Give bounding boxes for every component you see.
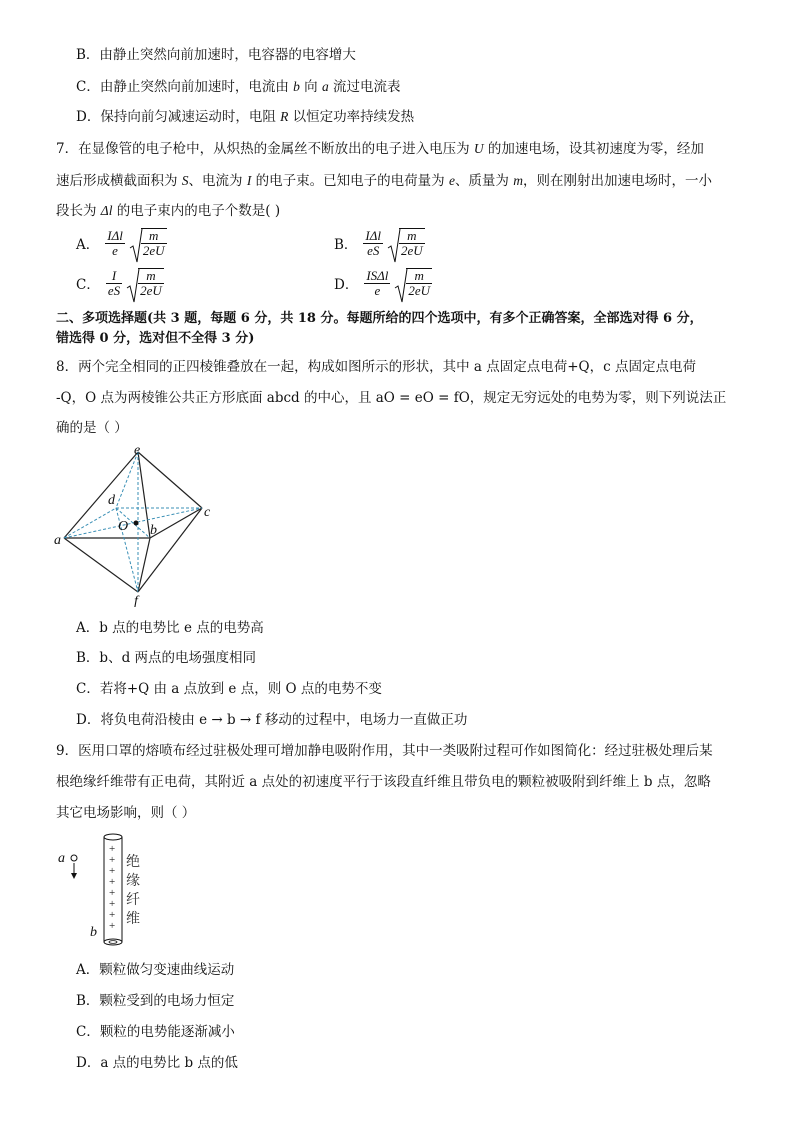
q9-stem-line1: 9．医用口罩的熔喷布经过驻极处理可增加静电吸附作用，其中一类吸附过程可作如图简化：经过驻极处理后某 [56,743,713,759]
section-heading-line2: 错选得 0 分，选对但不全得 3 分) [56,331,255,346]
option-label: B． [76,993,100,1009]
var: I [246,173,252,188]
option-label: B． [334,237,358,253]
numerator: I [106,269,122,284]
fiber-bottom [104,939,122,945]
option-text: 将负电荷沿棱由 e → b → f 移动的过程中，电场力一直做正功 [100,712,468,728]
plus-sign: + [109,920,116,932]
denominator: e [374,282,381,298]
plus-sign: + [109,898,116,910]
option-label: C． [76,79,100,95]
q7-option-c [76,268,164,298]
bipyramid-figure [50,442,220,607]
label-O: O [118,519,129,534]
q8-stem-line2: -Q，O 点为两棱锥公共正方形底面 abcd 的中心，且 aO = eO = fO，规定无穷远处的电势为零，则下列说法正 [56,390,727,406]
denominator: eS [367,242,380,258]
option-label: B． [76,47,100,63]
option-label: B． [76,650,100,666]
option-label: C． [76,1024,100,1040]
hidden-edge-ed [116,452,138,508]
denominator: 2eU [408,283,431,298]
label-d: d [108,493,115,508]
plus-sign: + [109,865,116,877]
numerator: m [141,229,167,244]
stem-text: 的电子束内的电子个数是( ) [112,203,281,219]
stem-text: 的加速电场，设其初速度为零，经加 [483,141,704,157]
particle-icon [71,855,77,861]
edge-eb [138,452,150,538]
option-label: A． [76,962,100,978]
radical-sign-icon [394,268,408,304]
option-label: D． [76,1055,101,1071]
q9-option-d [76,1054,238,1072]
label-b: b [150,523,157,538]
arrow-head-icon [71,873,77,879]
stem-text: 、质量为 [454,173,514,189]
q8-option-d [76,711,467,729]
edge-ec [138,452,202,508]
option-label: A． [76,620,100,636]
radical-sign-icon [126,268,140,304]
fiber-figure [56,830,166,952]
label-a: a [54,533,61,548]
fraction [363,229,383,258]
sqrt-expression [126,268,164,298]
plus-sign: + [109,843,116,855]
var: U [473,141,484,156]
fiber-top [104,834,122,840]
numerator: m [406,269,432,284]
sqrt-expression [387,228,425,258]
numerator: ISΔl [366,267,389,283]
q8-option-b [76,649,256,667]
denominator: 2eU [142,243,165,258]
option-label: C． [76,277,100,293]
option-text: 若将+Q 由 a 点放到 e 点，则 O 点的电势不变 [99,681,382,697]
var: Δl [100,203,113,218]
caption-char: 缘 [126,874,140,889]
label-e: e [134,443,141,458]
caption-char: 绝 [126,855,140,870]
q6-option-d [76,108,414,126]
var: S [181,173,189,188]
q6-option-b [76,46,356,64]
var: m [513,173,523,188]
q8-option-c [76,680,382,698]
q6-option-c [76,78,401,96]
radical-sign-icon [387,228,401,264]
option-text: 由静止突然向前加速时，电流由 [99,79,294,95]
label-c: c [204,505,211,520]
radical-sign-icon [129,228,143,264]
option-text: a 点的电势比 b 点的低 [100,1055,238,1071]
fiber-caption [126,854,140,927]
option-text: 向 [299,79,322,95]
edge-af [64,538,138,592]
option-text: 由静止突然向前加速时，电容器的电容增大 [99,47,356,63]
option-text: 流过电流表 [328,79,401,95]
q7-option-d [334,268,432,298]
option-label: C． [76,681,100,697]
q7-stem-line3 [56,202,280,220]
section-heading-line1: 二、多项选择题(共 3 题，每题 6 分，共 18 分。每题所给的四个选项中，有多个正确答案，全部选对得 6 分， [56,311,703,326]
edge-bc [150,508,202,538]
fraction [105,229,125,258]
plus-sign: + [109,887,116,899]
charge-signs [109,843,115,932]
option-text: 颗粒的电势能逐渐减小 [99,1024,235,1040]
stem-text: 、电流为 [188,173,247,189]
q7-option-b [334,228,425,258]
option-text: 颗粒做匀变速曲线运动 [99,962,235,978]
var: a [321,79,329,94]
sqrt-expression [129,228,167,258]
q9-stem-line3: 其它电场影响，则（ ） [56,805,196,821]
q7-stem-line1 [56,140,704,158]
var: e [448,173,455,188]
option-text: b 点的电势比 e 点的电势高 [99,620,264,636]
caption-char: 维 [126,912,140,927]
numerator: m [399,229,425,244]
q8-stem-line1: 8．两个完全相同的正四棱锥叠放在一起，构成如图所示的形状，其中 a 点固定点电荷+Q，c 点固定点电荷 [56,359,696,375]
q9-stem-line2: 根绝缘纤维带有正电荷，其附近 a 点处的初速度平行于该段直纤维且带负电的颗粒被吸附到纤维上 b 点，忽略 [56,774,711,790]
denominator: e [112,242,118,258]
center-point-O [134,521,139,526]
denominator: eS [107,282,121,298]
denominator: 2eU [401,243,423,258]
q9-option-a [76,961,234,979]
fraction [106,269,122,298]
numerator: IΔl [107,227,123,243]
option-label: D． [76,712,101,728]
option-text: 以恒定功率持续发热 [288,109,415,125]
stem-text: 段长为 [56,203,101,219]
hidden-edge-ad [64,508,116,538]
q7-stem-line2 [56,172,712,190]
plus-sign: + [109,876,116,888]
fraction [364,269,390,298]
plus-sign: + [109,909,116,921]
label-a: a [58,851,65,866]
q9-option-c [76,1023,235,1041]
q9-option-b [76,992,234,1010]
stem-text: 7．在显像管的电子枪中，从炽热的金属丝不断放出的电子进入电压为 [56,141,474,157]
var: R [280,109,289,124]
option-label: D． [334,277,359,293]
denominator: 2eU [140,283,162,298]
stem-text: ，则在刚射出加速电场时，一小 [522,173,712,189]
label-f: f [134,594,138,607]
var: b [293,79,300,94]
option-label: D． [76,109,101,125]
numerator: m [138,269,164,284]
numerator: IΔl [365,227,381,243]
label-b: b [90,925,97,940]
option-text: 保持向前匀减速运动时，电阻 [100,109,281,125]
option-text: 颗粒受到的电场力恒定 [99,993,235,1009]
stem-text: 速后形成横截面积为 [56,173,182,189]
q7-option-a [76,228,167,258]
q8-option-a [76,619,264,637]
option-label: A． [76,237,100,253]
caption-char: 纤 [126,893,140,908]
sqrt-expression [394,268,432,298]
q8-stem-line3: 确的是（ ） [56,420,128,436]
plus-sign: + [109,854,116,866]
stem-text: 的电子束。已知电子的电荷量为 [251,173,449,189]
option-text: b、d 两点的电场强度相同 [99,650,256,666]
